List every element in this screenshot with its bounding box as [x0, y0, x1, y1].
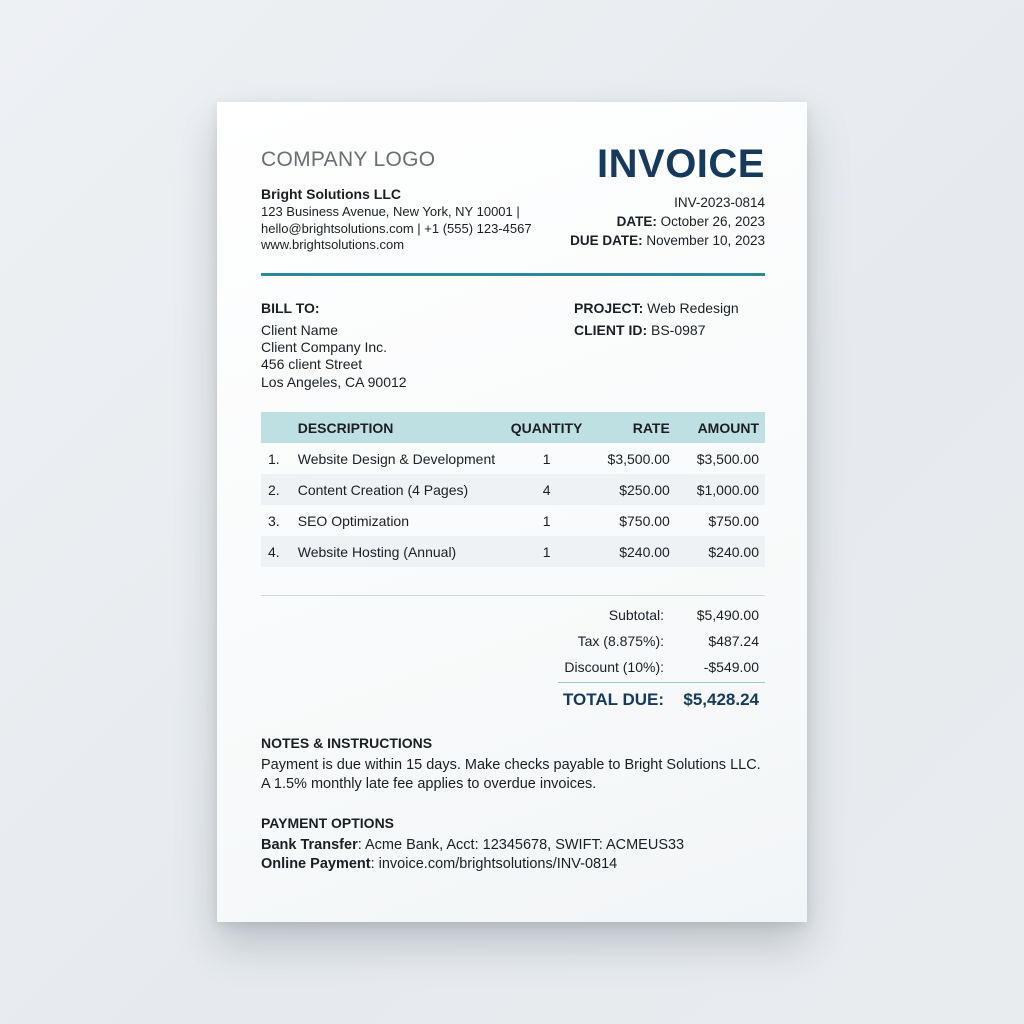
project-info [574, 300, 739, 316]
row-number: 3. [268, 512, 280, 529]
row-rate: $3,500.00 [607, 450, 670, 467]
header-divider [261, 273, 765, 276]
payment-online [261, 856, 617, 872]
bill-to-company: Client Company Inc. [261, 339, 388, 355]
row-amount: $750.00 [708, 512, 759, 529]
invoice-title: INVOICE [597, 142, 765, 186]
invoice-sheet [217, 102, 807, 922]
notes-heading: NOTES & INSTRUCTIONS [261, 735, 433, 751]
table-row [261, 505, 765, 536]
online-payment-label: Online Payment [261, 856, 371, 872]
company-name: Bright Solutions LLC [261, 186, 401, 202]
company-logo: COMPANY LOGO [261, 148, 436, 171]
invoice-number: INV-2023-0814 [674, 195, 765, 210]
row-amount: $240.00 [708, 543, 759, 560]
row-description: SEO Optimization [297, 512, 409, 529]
discount-label: Discount (10%): [564, 659, 664, 675]
table-row [261, 443, 765, 474]
notes-line: Payment is due within 15 days. Make checks payable to Bright Solutions LLC. [261, 757, 761, 773]
table-header-row [261, 412, 765, 443]
row-rate: $240.00 [619, 543, 670, 560]
row-quantity: 1 [542, 543, 551, 560]
invoice-due-date-value: November 10, 2023 [646, 233, 765, 248]
bill-to-city: Los Angeles, CA 90012 [261, 374, 407, 390]
total-due-value: $5,428.24 [683, 690, 759, 709]
row-amount: $1,000.00 [696, 481, 759, 498]
invoice-date [617, 214, 765, 229]
subtotal-label: Subtotal: [608, 607, 664, 623]
row-quantity: 1 [542, 512, 551, 529]
payment-options-heading: PAYMENT OPTIONS [261, 815, 395, 831]
notes-line: A 1.5% monthly late fee applies to overdue invoices. [261, 776, 597, 792]
header-quantity: QUANTITY [510, 419, 583, 436]
online-payment-value: : invoice.com/brightsolutions/INV-0814 [370, 856, 618, 872]
header-rate: RATE [632, 419, 670, 436]
header-number [261, 412, 298, 443]
row-description: Content Creation (4 Pages) [297, 481, 469, 498]
bank-transfer-label: Bank Transfer [261, 837, 358, 853]
bill-to-client-name: Client Name [261, 322, 339, 338]
client-id-info [574, 322, 705, 338]
bill-to-label: BILL TO: [261, 300, 320, 316]
row-description: Website Design & Development [297, 450, 496, 467]
company-address: 123 Business Avenue, New York, NY 10001 | [261, 204, 520, 219]
invoice-due-date-label: DUE DATE: [570, 233, 643, 248]
row-number: 1. [268, 450, 280, 467]
header-amount: AMOUNT [697, 419, 759, 436]
row-quantity: 4 [542, 481, 551, 498]
client-id-label: CLIENT ID: [574, 322, 648, 338]
project-value: Web Redesign [647, 300, 739, 316]
invoice-due-date [570, 233, 765, 248]
row-number: 4. [268, 543, 280, 560]
table-row [261, 474, 765, 505]
project-label: PROJECT: [574, 300, 644, 316]
company-contact: hello@brightsolutions.com | +1 (555) 123-4567 [261, 221, 532, 236]
row-amount: $3,500.00 [696, 450, 759, 467]
tax-value: $487.24 [708, 633, 759, 649]
total-divider [558, 682, 765, 683]
line-items-table [261, 412, 765, 567]
row-number: 2. [268, 481, 280, 498]
row-quantity: 1 [542, 450, 551, 467]
bill-to-street: 456 client Street [261, 356, 363, 372]
row-rate: $750.00 [619, 512, 670, 529]
row-rate: $250.00 [619, 481, 670, 498]
table-row [261, 536, 765, 567]
tax-label: Tax (8.875%): [577, 633, 664, 649]
invoice-date-label: DATE: [616, 214, 657, 229]
total-due-label: TOTAL DUE: [562, 690, 664, 709]
bank-transfer-value: : Acme Bank, Acct: 12345678, SWIFT: ACMEUS33 [357, 837, 685, 853]
discount-value: -$549.00 [703, 659, 759, 675]
company-website: www.brightsolutions.com [261, 237, 405, 252]
summary-divider [261, 595, 765, 596]
header-description: DESCRIPTION [297, 419, 394, 436]
invoice-date-value: October 26, 2023 [660, 214, 765, 229]
row-description: Website Hosting (Annual) [297, 543, 457, 560]
client-id-value: BS-0987 [651, 322, 706, 338]
payment-bank-transfer [261, 837, 684, 853]
subtotal-value: $5,490.00 [696, 607, 759, 623]
